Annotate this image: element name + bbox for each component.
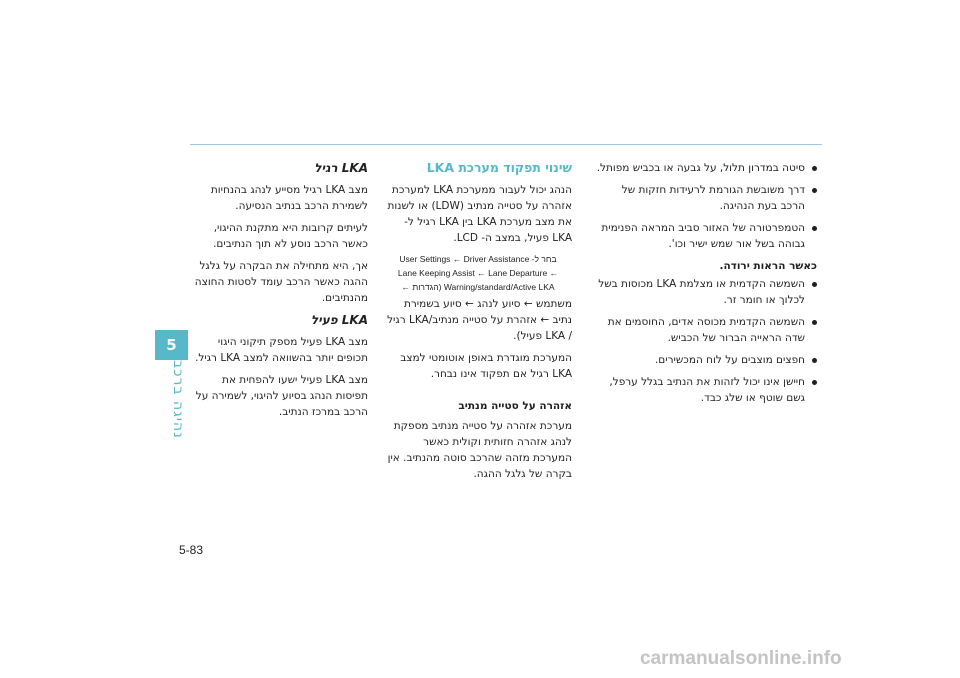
bullet-icon (812, 282, 817, 287)
left-column (190, 160, 368, 426)
menu-path-line: Warning/standard/Active LKA (הגדרות ← (401, 282, 555, 292)
list-item: חיישן אינו יכול לזהות את הנתיב בגלל ערפל, גשם שוטף או שלג כבד. (595, 374, 817, 406)
menu-path-line: בחר ל- User Settings ← Driver Assistance (399, 254, 557, 264)
chapter-number: 5 (166, 336, 177, 354)
bullet-icon (812, 320, 817, 325)
page-number: 5-83 (179, 543, 204, 557)
paragraph: מערכת אזהרה על סטייה מנתיב מספקת לנהג אזהרה חזותית וקולית כאשר המערכת מזהה שהרכב סוטה מהנתיב. אין בקרה של גלגל ההגה. (387, 420, 572, 480)
paragraph: המערכת מוגדרת באופן אוטומטי למצב LKA רגיל אם תפקוד אינו נבחר. (400, 352, 572, 380)
heading-lka-normal: LKA רגיל (314, 161, 368, 175)
menu-path (384, 252, 572, 294)
list-item: סיטה במדרון תלול, על גבעה או בכביש מפותל. (595, 160, 817, 176)
paragraph: משתמש ← סיוע לנהג ← סיוע בשמירת נתיב ← אזהרת על סטייה מנתיב/LKA רגיל / LKA פעיל). (387, 298, 572, 342)
list-item: דרך משובשת הגורמת לרעידות חזקות של הרכב בעת הנהיגה. (595, 182, 817, 214)
heading-lane-departure-warning: אזהרה על סטייה מנתיב (458, 400, 572, 412)
bullet-icon (812, 226, 817, 231)
chapter-tab (155, 330, 188, 360)
paragraph: הנהג יכול לעבור ממערכת LKA למערכת אזהרה על סטייה מנתיב (LDW) או לשנות את מצב מערכת LKA בין LKA רגיל ל- LKA פעיל, במצב ה- LCD. (387, 184, 572, 244)
list-item: חפצים מוצבים על לוח המכשירים. (595, 352, 817, 368)
heading-poor-visibility: כאשר הראות ירודה. (719, 260, 817, 272)
visibility-list (595, 276, 817, 406)
watermark-logo: carmanualsonline.info (640, 648, 842, 669)
list-item: השמשה הקדמית או מצלמת LKA מכוסות בשל לכלוך או חומר זר. (595, 276, 817, 308)
header-rule (190, 144, 822, 145)
heading-change-lka-mode: שינוי תפקוד מערכת LKA (426, 160, 572, 175)
middle-column (384, 160, 572, 488)
paragraph: מצב LKA רגיל מסייע לנהג בהנחיות לשמירת הרכב בנתיב הנסיעה. (210, 184, 368, 212)
bullet-icon (812, 358, 817, 363)
list-item: הטמפרטורה של האזור סביב המראה הפנימית גבוהה בשל אור שמש ישיר וכו'. (595, 220, 817, 252)
bullet-icon (812, 188, 817, 193)
paragraph: אך, היא מתחילה את הבקרה על גלגל ההגה כאשר הרכב עומד לסטות החוצה מהנתיבים. (194, 260, 368, 304)
paragraph: מצב LKA פעיל מספק תיקוני היגוי תכופים יותר בהשוואה למצב LKA רגיל. (195, 336, 368, 364)
paragraph: לעיתים קרובות היא מתקנת ההיגוי, כאשר הרכב נוסע לא תוך הנתיבים. (213, 222, 368, 250)
bullet-icon (812, 380, 817, 385)
menu-path-line: ← Lane Keeping Assist ← Lane Departure (397, 268, 559, 278)
chapter-title-vertical: נהיגה ברכב (170, 360, 186, 439)
heading-lka-active: LKA פעיל (310, 313, 368, 327)
right-column (595, 160, 817, 412)
conditions-list (595, 160, 817, 252)
paragraph: מצב LKA פעיל ישעו להפחית את תפיסות הנהג בסיוע להיגוי, לשמירה על הרכב במרכז הנתיב. (195, 374, 368, 418)
bullet-icon (812, 166, 817, 171)
list-item: השמשה הקדמית מכוסה אדים, החוסמים את שדה הראייה הברור של הכביש. (595, 314, 817, 346)
